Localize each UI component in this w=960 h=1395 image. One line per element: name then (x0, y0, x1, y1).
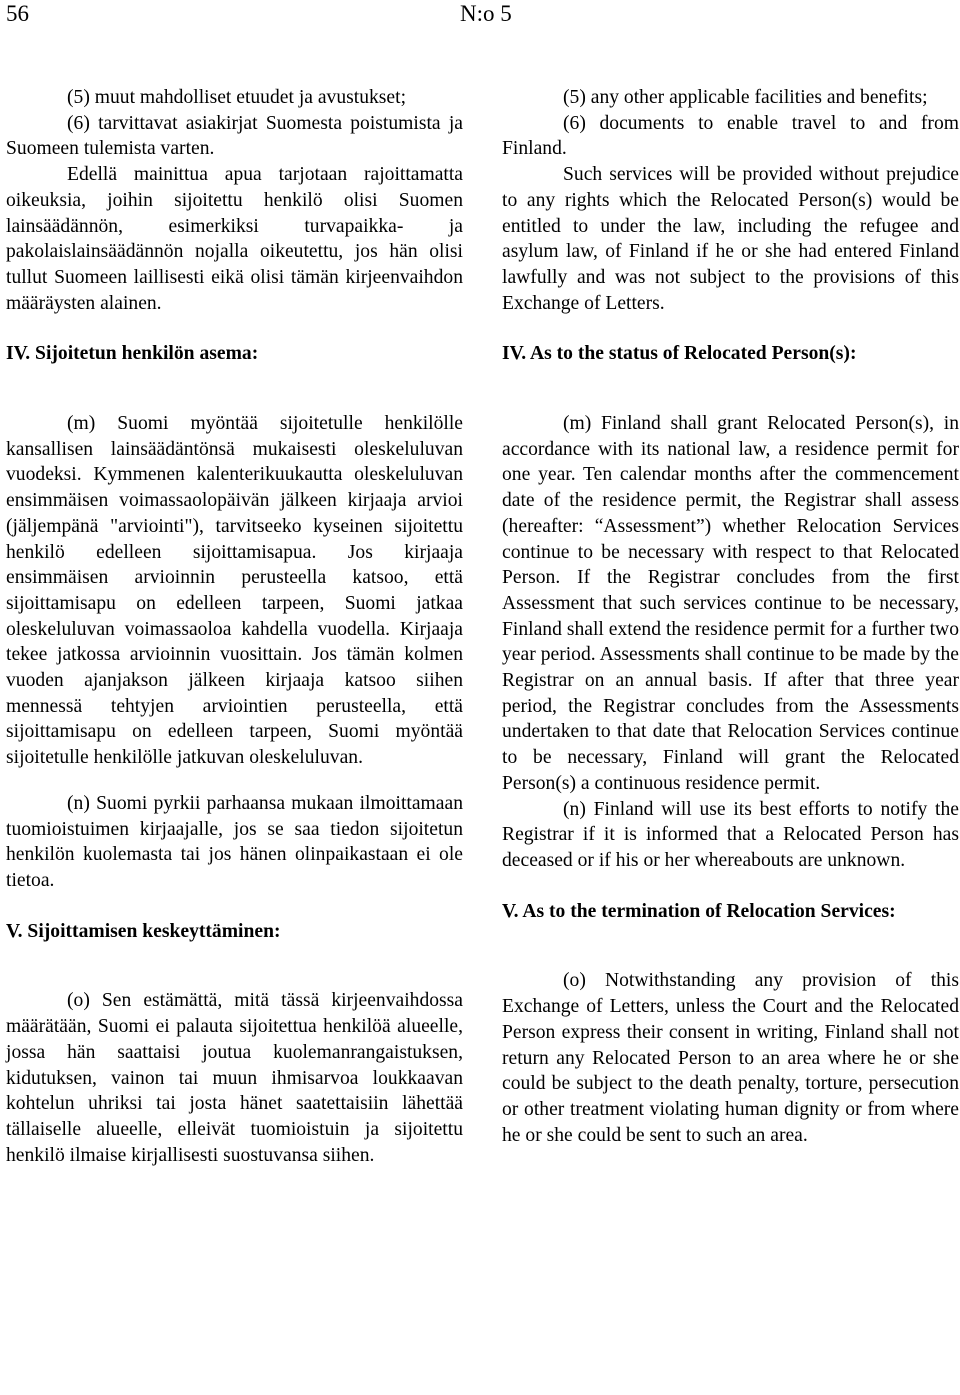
en-section-iv-heading: IV. As to the status of Relocated Person(s): (502, 343, 857, 365)
en-paragraph-n: (n) Finland will use its best efforts to notify the Registrar if it is informed that a Relocated Person has deceased or if his or her whereabouts are unknown. (502, 798, 959, 871)
issue-number: N:o 5 (460, 1, 512, 26)
fi-paragraph-m: (m) Suomi myöntää sijoitetulle henkilölle kansallisen lainsäädäntönsä mukaisesti oleskeluluvan vuodeksi. Kymmenen kalenterikuukautta oleskeluluvan ensimmäisen voimassaolopäivän jälkeen kirjaaja arvioi (jäljempänä "arviointi"), tarvitseeko kyseinen sijoitettu henkilö edelleen sijoittamisapua. Jos kirjaaja ensimmäisen arvioinnin perusteella katsoo, että sijoittamisapu on edelleen tarpeen, Suomi jatkaa oleskeluluvan voimassaoloa kahdella vuodella. Kirjaaja tekee jatkossa arvioinnin vuosittain. Jos tämän kolmen vuoden ajanjakson jälkeen kirjaaja katsoo siihen mennessä tehtyjen arviointien perusteella, että sijoittamisapu on edelleen tarpeen, Suomi myöntää sijoitetulle henkilölle jatkuvan oleskeluluvan. (6, 413, 463, 769)
en-paragraph-o: (o) Notwithstanding any provision of this Exchange of Letters, unless the Court and the Relocated Person express their consent in writing, Finland shall not return any Relocated Person to an area where he or she could be subject to the death penalty, torture, persecution or other treatment violating human dignity or from where he or she could be sent to such an area. (502, 970, 959, 1146)
en-item-6: (6) documents to enable travel to and from Finland. (502, 112, 959, 160)
fi-item-6: (6) tarvittavat asiakirjat Suomesta poistumista ja Suomeen tulemista varten. (6, 112, 463, 160)
en-section-v-heading: V. As to the termination of Relocation Services: (502, 900, 896, 922)
en-saving-clause: Such services will be provided without prejudice to any rights which the Relocated Person(s) would be entitled to under the law, including the refugee and asylum law, of Finland if he or she had entered Finland lawfully and was not subject to the provisions of this Exchange of Letters. (502, 164, 959, 314)
fi-paragraph-o: (o) Sen estämättä, mitä tässä kirjeenvaihdossa määrätään, Suomi ei palauta sijoitettua henkilöä alueelle, jossa hän saattaisi joutua kuolemanrangaistuksen, kidutuksen, vainon tai muun ihmisarvoa loukkaavan kohtelun uhriksi tai josta hänet saatettaisiin lähettää tällaiselle alueelle, elleivät tuomioistuin ja sijoitettu henkilö ilmaise kirjallisesti suostuvansa siihen. (6, 990, 463, 1166)
fi-paragraph-n: (n) Suomi pyrkii parhaansa mukaan ilmoittamaan tuomioistuimen kirjaajalle, jos se saa tiedon sijoitetun henkilön kuolemasta tai jos hänen olinpaikastaan ei ole tietoa. (6, 792, 463, 891)
fi-section-iv-heading: IV. Sijoitetun henkilön asema: (6, 343, 259, 365)
finnish-column (6, 85, 463, 1168)
fi-section-v-heading: V. Sijoittamisen keskeyttäminen: (6, 920, 281, 942)
page-number: 56 (6, 1, 29, 26)
fi-saving-clause: Edellä mainittua apua tarjotaan rajoittamatta oikeuksia, joihin sijoitettu henkilö olisi Suomen lainsäädännön, esimerkiksi turvapaikka- ja pakolaislainsäädännön nojalla oikeutettu, jos hän olisi tullut Suomeen laillisesti eikä olisi tämän kirjeenvaihdon määräysten alainen. (6, 164, 463, 314)
fi-item-5: (5) muut mahdolliset etuudet ja avustukset; (67, 87, 407, 108)
en-paragraph-m: (m) Finland shall grant Relocated Person(s), in accordance with its national law, a residence permit for one year. Ten calendar months after the commencement date of the residence permit, the Registrar shall assess (hereafter: “Assessment”) whether Relocation Services continue to be necessary with respect to that Relocated Person. If the Registrar concludes from the first Assessment that such services continue to be necessary, Finland shall extend the residence permit for a further two year period. Assessments shall continue to be made by the Registrar on an annual basis. If after that three year period, the Registrar concludes from the Assessments undertaken to that date that Relocation Services continue to be necessary, Finland will grant the Relocated Person(s) a continuous residence permit. (502, 413, 959, 794)
english-column (502, 85, 959, 1148)
en-item-5: (5) any other applicable facilities and benefits; (563, 87, 928, 108)
